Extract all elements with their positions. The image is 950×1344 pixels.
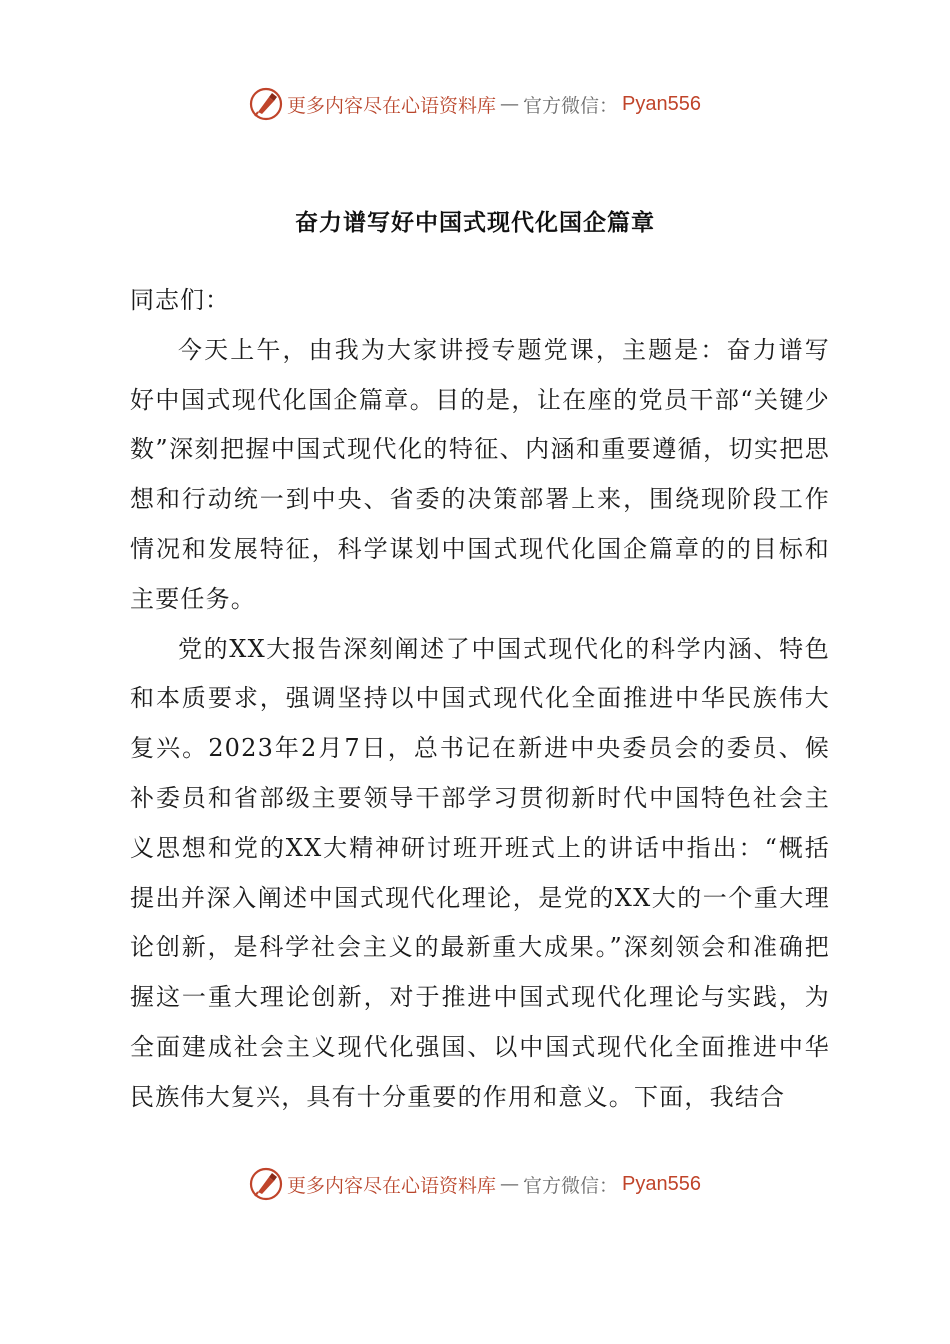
fountain-pen-logo-icon xyxy=(249,1167,283,1201)
watermark-wechat-id: Pyan556 xyxy=(622,1172,701,1195)
watermark-separator: — xyxy=(500,93,520,115)
watermark-main-text: 更多内容尽在心语资料库 xyxy=(287,1174,497,1197)
salutation: 同志们： xyxy=(130,286,230,314)
watermark-main-text: 更多内容尽在心语资料库 xyxy=(287,94,497,117)
watermark-separator: — xyxy=(500,1173,520,1195)
header-watermark-banner xyxy=(0,82,950,126)
watermark-wechat-id: Pyan556 xyxy=(622,92,701,115)
document-title: 奋力谱写好中国式现代化国企篇章 xyxy=(295,210,655,236)
footer-watermark-banner xyxy=(0,1162,950,1206)
watermark-sub-text: 官方微信： xyxy=(523,94,619,117)
fountain-pen-logo-icon xyxy=(249,87,283,121)
paragraph-2: 党的XX大报告深刻阐述了中国式现代化的科学内涵、特色和本质要求，强调坚持以中国式现代化全面推进中华民族伟大复兴。2023年2月7日，总书记在新进中央委员会的委员、候补委员和省部级主要领导干部学习贯彻新时代中国特色社会主义思想和党的XX大精神研讨班开班式上的讲话中指出：“概括提出并深入阐述中国式现代化理论，是党的XX大的一个重大理论创新，是科学社会主义的最新重大成果。”深刻领会和准确把握这一重大理论创新，对于推进中国式现代化理论与实践，为全面建成社会主义现代化强国、以中国式现代化全面推进中华民族伟大复兴，具有十分重要的作用和意义。下面，我结合 xyxy=(130,634,830,1111)
paragraph-1: 今天上午，由我为大家讲授专题党课，主题是：奋力谱写好中国式现代化国企篇章。目的是，让在座的党员干部“关键少数”深刻把握中国式现代化的特征、内涵和重要遵循，切实把思想和行动统一到中央、省委的决策部署上来，围绕现阶段工作情况和发展特征，科学谋划中国式现代化国企篇章的的目标和主要任务。 xyxy=(130,335,830,613)
watermark-sub-text: 官方微信： xyxy=(523,1174,619,1197)
document-body xyxy=(130,276,830,1123)
